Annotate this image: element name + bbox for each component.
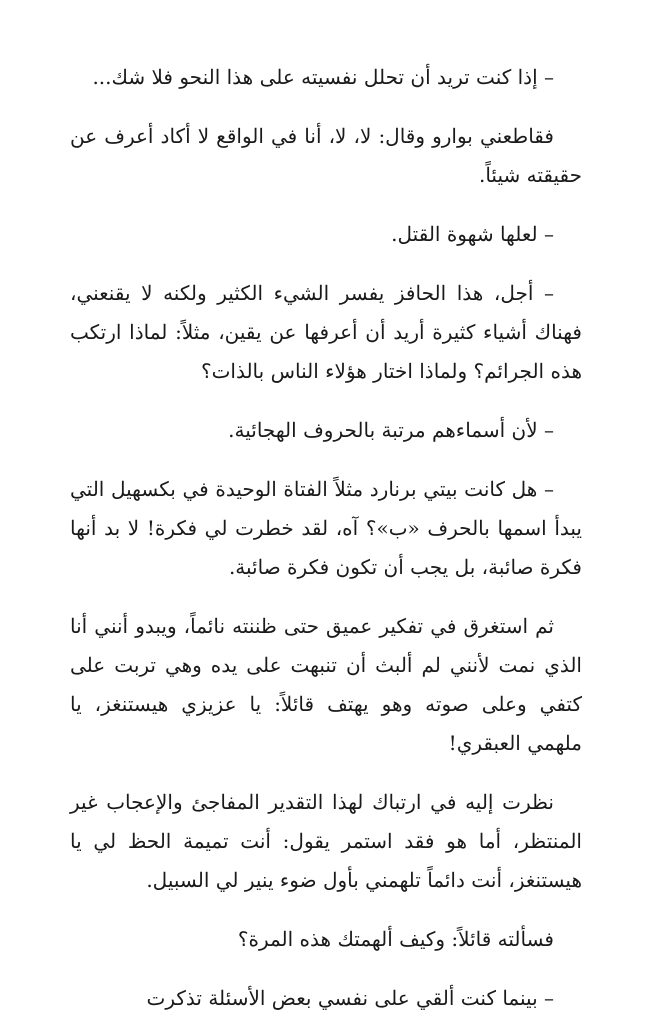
paragraph-dialogue-1: – إذا كنت تريد أن تحلل نفسيته على هذا النحو فلا شك... bbox=[92, 65, 554, 89]
paragraph-dialogue-5: – هل كانت بيتي برنارد مثلاً الفتاة الوحيدة في بكسهيل التي يبدأ اسمها بالحرف «ب»؟ آه، لقد خطرت لي فكرة! لا بد أنها فكرة صائبة، بل يجب أن تكون فكرة صائبة. bbox=[70, 477, 582, 579]
paragraph-dialogue-2: – لعلها شهوة القتل. bbox=[391, 222, 554, 246]
paragraph-narration-1: فقاطعني بوارو وقال: لا، لا، أنا في الواقع لا أكاد أعرف عن حقيقته شيئاً. bbox=[70, 124, 582, 187]
paragraph-dialogue-4: – لأن أسماءهم مرتبة بالحروف الهجائية. bbox=[228, 418, 554, 442]
paragraph-narration-4: فسألته قائلاً: وكيف ألهمتك هذه المرة؟ bbox=[237, 927, 554, 951]
paragraph-dialogue-3: – أجل، هذا الحافز يفسر الشيء الكثير ولكنه لا يقنعني، فهناك أشياء كثيرة أريد أن أعرفها عن يقين، مثلاً: لماذا ارتكب هذه الجرائم؟ ولماذا اختار هؤلاء الناس بالذات؟ bbox=[70, 281, 582, 383]
paragraph-narration-2: ثم استغرق في تفكير عميق حتى ظننته نائماً، ويبدو أنني أنا الذي نمت لأنني لم ألبث أن تنبهت على يده وهي تربت على كتفي وعلى صوته وهو يهتف قائلاً: يا عزيزي هيستنغز، يا ملهمي العبقري! bbox=[70, 614, 582, 755]
paragraph-narration-3: نظرت إليه في ارتباك لهذا التقدير المفاجئ والإعجاب غير المنتظر، أما هو فقد استمر يقول: أنت تميمة الحظ لي يا هيستنغز، أنت دائماً تلهمني بأول ضوء ينير لي السبيل. bbox=[70, 790, 582, 892]
paragraph-dialogue-6: – بينما كنت ألقي على نفسي بعض الأسئلة تذكرت bbox=[146, 986, 554, 1010]
page-body bbox=[70, 58, 582, 1018]
